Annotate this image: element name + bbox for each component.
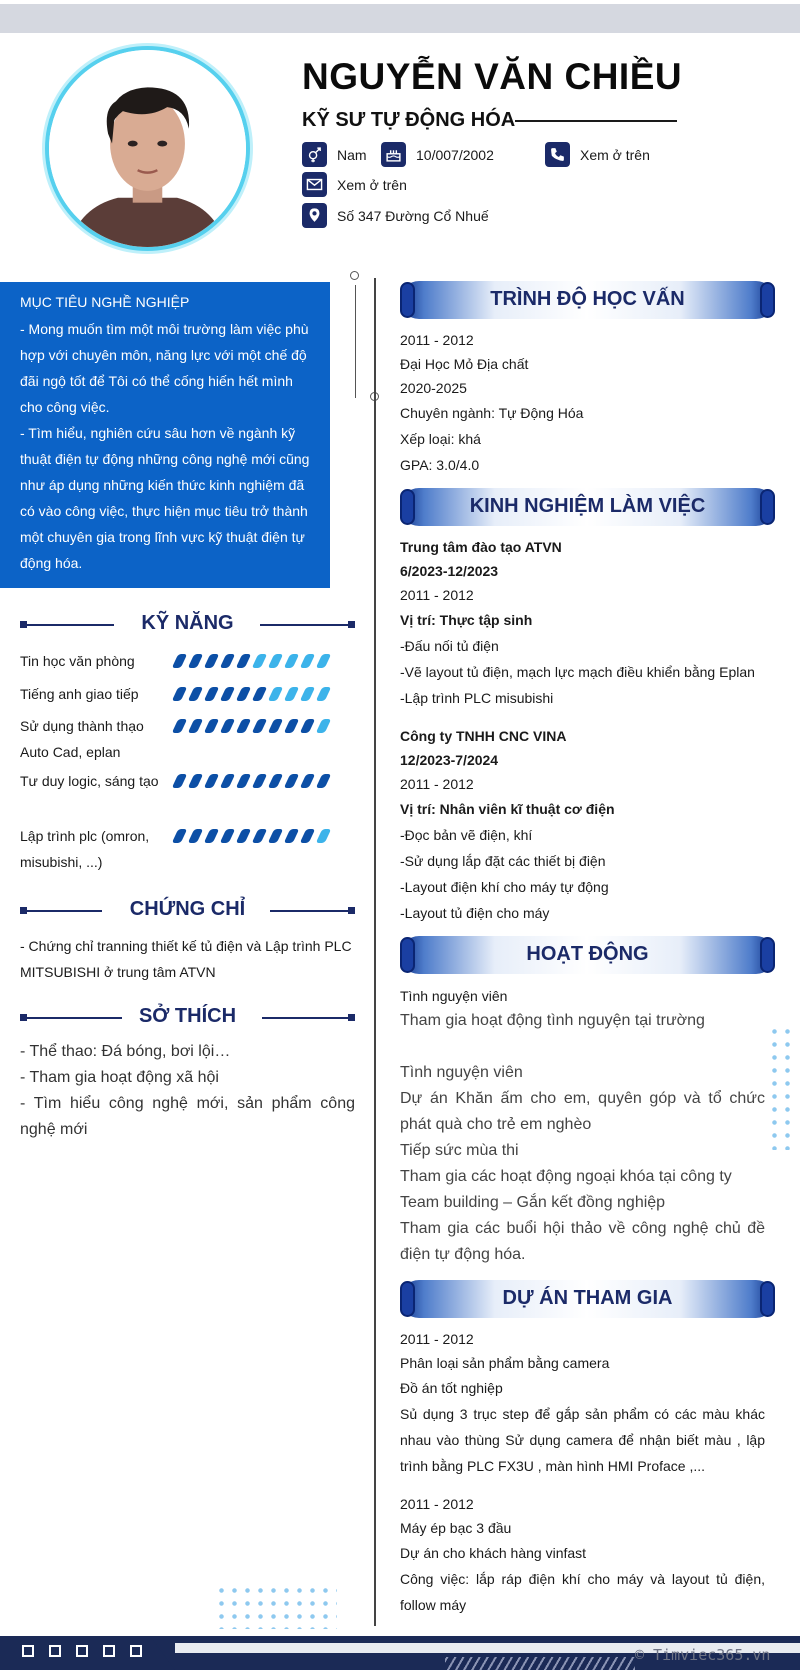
skill-level-bar [175, 687, 335, 701]
project-role: Dự án cho khách hàng vinfast [400, 1545, 587, 1561]
skill-segment-empty [284, 654, 300, 668]
email-info [302, 172, 407, 197]
skill-segment-filled [236, 654, 252, 668]
activities-heading [400, 936, 775, 974]
activity-description: Tham gia hoạt động tình nguyện tại trường [400, 1012, 705, 1029]
activity-description: Tham gia các buổi hội thảo về công nghệ chủ đề điện tự động hóa. [400, 1220, 765, 1263]
skill-segment-empty [252, 654, 268, 668]
skill-segment-filled [284, 774, 300, 788]
skill-segment-filled [300, 774, 316, 788]
objective-paragraph: - Tìm hiểu, nghiên cứu sâu hơn về ngành kỹ thuật điện tự động những công nghệ mới cũng như áp dụng những kiến thức kinh nghiệm đã có vào công việc, thực hiện mục tiêu trở thành một chuyên gia trong lĩnh vực kỹ thuật điện tự động hóa. [20, 425, 310, 571]
skill-segment-filled [172, 829, 188, 843]
skill-segment-empty [300, 687, 316, 701]
certificates-heading [20, 896, 355, 926]
phone-icon [545, 142, 570, 167]
skill-segment-filled [204, 687, 220, 701]
project-dates: 2011 - 2012 [400, 1496, 474, 1512]
hobbies-title: SỞ THÍCH [138, 1005, 237, 1027]
job-position: Vị trí: Thực tập sinh [400, 612, 533, 628]
square-icon [130, 1645, 142, 1657]
skill-segment-empty [316, 687, 332, 701]
skill-segment-filled [300, 719, 316, 733]
decorative-dots [215, 1584, 337, 1629]
activity-role: Team building – Gắn kết đồng nghiệp [400, 1194, 666, 1211]
job-company: Công ty TNHH CNC VINA [400, 728, 567, 744]
column-divider [374, 278, 376, 1626]
skill-segment-filled [172, 687, 188, 701]
education-title: TRÌNH ĐỘ HỌC VẤN [490, 288, 685, 310]
projects-heading [400, 1280, 775, 1318]
portrait-photo [49, 50, 246, 247]
job-task: -Đấu nối tủ điện [400, 638, 499, 654]
birthday-cake-icon [381, 142, 406, 167]
hobby-item: - Tìm hiểu công nghệ mới, sản phẩm công nghệ mới [20, 1095, 355, 1138]
skill-segment-filled [316, 774, 332, 788]
skill-segment-filled [220, 654, 236, 668]
skill-segment-filled [252, 829, 268, 843]
activities-title: HOẠT ĐỘNG [526, 943, 649, 965]
skill-segment-filled [268, 774, 284, 788]
skill-segment-filled [284, 719, 300, 733]
skill-segment-filled [172, 719, 188, 733]
skill-row [20, 681, 350, 707]
job-title: KỸ SƯ TỰ ĐỘNG HÓA [302, 109, 516, 131]
skill-segment-filled [220, 829, 236, 843]
skill-segment-filled [236, 829, 252, 843]
job-task: -Đọc bản vẽ điện, khí [400, 827, 533, 843]
title-underline [515, 120, 677, 122]
footer-squares [22, 1645, 157, 1657]
gender-value: Nam [337, 146, 367, 163]
location-pin-icon [302, 203, 327, 228]
job-dates: 2011 - 2012 [400, 587, 474, 603]
job-task: -Vẽ layout tủ điện, mạch lực mạch điều khiển bằng Eplan [400, 664, 755, 680]
skill-level-bar [175, 654, 335, 668]
project-name: Phân loại sản phẩm bằng camera [400, 1355, 610, 1371]
footer-stripes [445, 1657, 635, 1670]
activity-role: Tình nguyện viên [400, 1064, 523, 1081]
job-company: Trung tâm đào tạo ATVN [400, 539, 562, 555]
skill-segment-filled [204, 719, 220, 733]
square-icon [103, 1645, 115, 1657]
job-task: -Layout điện khí cho máy tự động [400, 879, 609, 895]
birthdate-info [381, 142, 494, 167]
skill-segment-filled [172, 774, 188, 788]
skill-segment-filled [284, 829, 300, 843]
phone-value: Xem ở trên [580, 146, 650, 163]
skill-segment-filled [268, 719, 284, 733]
experience-title: KINH NGHIỆM LÀM VIỆC [469, 495, 706, 517]
skill-segment-filled [252, 687, 268, 701]
skill-segment-filled [188, 774, 204, 788]
square-icon [22, 1645, 34, 1657]
skill-segment-filled [204, 774, 220, 788]
skill-segment-filled [220, 687, 236, 701]
skill-segment-filled [188, 687, 204, 701]
candidate-name: NGUYỄN VĂN CHIỀU [302, 56, 683, 97]
square-icon [76, 1645, 88, 1657]
timeline-node [350, 271, 359, 280]
skill-segment-empty [284, 687, 300, 701]
email-value: Xem ở trên [337, 176, 407, 193]
certificates-title: CHỨNG CHỈ [129, 898, 246, 920]
projects-title: DỰ ÁN THAM GIA [502, 1287, 673, 1309]
activity-role: Tình nguyện viên [400, 988, 508, 1004]
education-line: Xếp loại: khá [400, 431, 481, 447]
career-objective [0, 282, 330, 588]
phone-info [545, 142, 650, 167]
skill-row [20, 768, 350, 794]
skill-name: Tin học văn phòng [20, 653, 135, 669]
skills-heading [20, 610, 355, 640]
birthdate-value: 10/007/2002 [416, 146, 494, 163]
project-description: Công việc: lắp ráp điện khí cho máy và layout tủ điện, follow máy [400, 1571, 765, 1613]
skill-segment-empty [316, 719, 332, 733]
skill-segment-empty [268, 654, 284, 668]
decorative-dots [768, 1025, 794, 1150]
gender-info [302, 142, 367, 167]
skill-segment-filled [188, 829, 204, 843]
job-task: -Sử dụng lắp đặt các thiết bị điện [400, 853, 606, 869]
skill-name: Tiếng anh giao tiếp [20, 686, 139, 702]
skill-segment-filled [204, 654, 220, 668]
project-name: Máy ép bạc 3 đầu [400, 1520, 512, 1536]
job-period: 6/2023-12/2023 [400, 563, 499, 579]
skill-segment-filled [172, 654, 188, 668]
skill-level-bar [175, 829, 335, 843]
job-task: -Lập trình PLC misubishi [400, 690, 554, 706]
education-line: Đại Học Mỏ Địa chất [400, 356, 529, 372]
skill-segment-filled [268, 829, 284, 843]
skills-title: KỸ NĂNG [141, 612, 234, 634]
skill-segment-filled [300, 829, 316, 843]
skill-segment-empty [268, 687, 284, 701]
hobby-item: - Thể thao: Đá bóng, bơi lội… [20, 1043, 231, 1060]
skill-name: Sử dụng thành thạo Auto Cad, eplan [20, 718, 144, 760]
experience-heading [400, 488, 775, 526]
top-band [0, 4, 800, 33]
skill-row [20, 823, 350, 875]
skill-segment-filled [236, 687, 252, 701]
project-role: Đồ án tốt nghiệp [400, 1380, 503, 1396]
education-line: GPA: 3.0/4.0 [400, 457, 480, 473]
objective-paragraph: - Mong muốn tìm một môi trường làm việc phù hợp với chuyên môn, năng lực với một chế độ đãi ngộ tốt để Tôi có thể cống hiến hết mình cho công việc. [20, 321, 309, 415]
avatar [45, 46, 250, 251]
skill-level-bar [175, 774, 335, 788]
hobby-item: - Tham gia hoạt động xã hội [20, 1069, 219, 1086]
address-value: Số 347 Đường Cổ Nhuế [337, 207, 489, 224]
activity-role: Tiếp sức mùa thi [400, 1142, 519, 1159]
skill-segment-filled [220, 719, 236, 733]
job-task: -Layout tủ điện cho máy [400, 905, 550, 921]
skill-row [20, 648, 350, 674]
skill-segment-empty [300, 654, 316, 668]
skill-segment-filled [204, 829, 220, 843]
skill-segment-empty [316, 654, 332, 668]
skill-segment-filled [236, 719, 252, 733]
timeline-connector [355, 285, 375, 398]
square-icon [49, 1645, 61, 1657]
objective-heading: MỤC TIÊU NGHỀ NGHIỆP [20, 294, 190, 310]
activity-description: Tham gia các hoạt động ngoại khóa tại công ty [400, 1168, 732, 1185]
project-dates: 2011 - 2012 [400, 1331, 474, 1347]
education-line: 2020-2025 [400, 380, 467, 396]
education-heading [400, 281, 775, 319]
skill-name: Tư duy logic, sáng tạo [20, 773, 159, 789]
gender-icon [302, 142, 327, 167]
certificate-text: - Chứng chỉ tranning thiết kế tủ điện và Lập trình PLC MITSUBISHI ở trung tâm ATVN [20, 938, 352, 980]
skill-row [20, 713, 350, 765]
skill-level-bar [175, 719, 335, 733]
job-period: 12/2023-7/2024 [400, 752, 499, 768]
education-line: 2011 - 2012 [400, 332, 474, 348]
hobbies-heading [20, 1003, 355, 1033]
skill-segment-filled [252, 719, 268, 733]
skill-segment-filled [188, 719, 204, 733]
skill-segment-filled [188, 654, 204, 668]
project-description: Sủ dụng 3 trục step để gắp sản phẩm có các màu khác nhau vào thùng Sử dụng camera để nhận biết màu , lập trình bằng PLC FX3U , màn hình HMI Proface ,... [400, 1406, 765, 1474]
email-icon [302, 172, 327, 197]
skill-segment-filled [236, 774, 252, 788]
job-position: Vị trí: Nhân viên kĩ thuật cơ điện [400, 801, 615, 817]
address-info [302, 203, 489, 228]
skill-segment-filled [252, 774, 268, 788]
skill-segment-filled [220, 774, 236, 788]
job-dates: 2011 - 2012 [400, 776, 474, 792]
watermark: © Timviec365.vn [635, 1646, 771, 1664]
skill-name: Lập trình plc (omron, misubishi, ...) [20, 828, 150, 870]
skill-segment-empty [316, 829, 332, 843]
activity-description: Dự án Khăn ấm cho em, quyên góp và tổ chức phát quà cho trẻ em nghèo [400, 1090, 765, 1133]
education-line: Chuyên ngành: Tự Động Hóa [400, 405, 584, 421]
